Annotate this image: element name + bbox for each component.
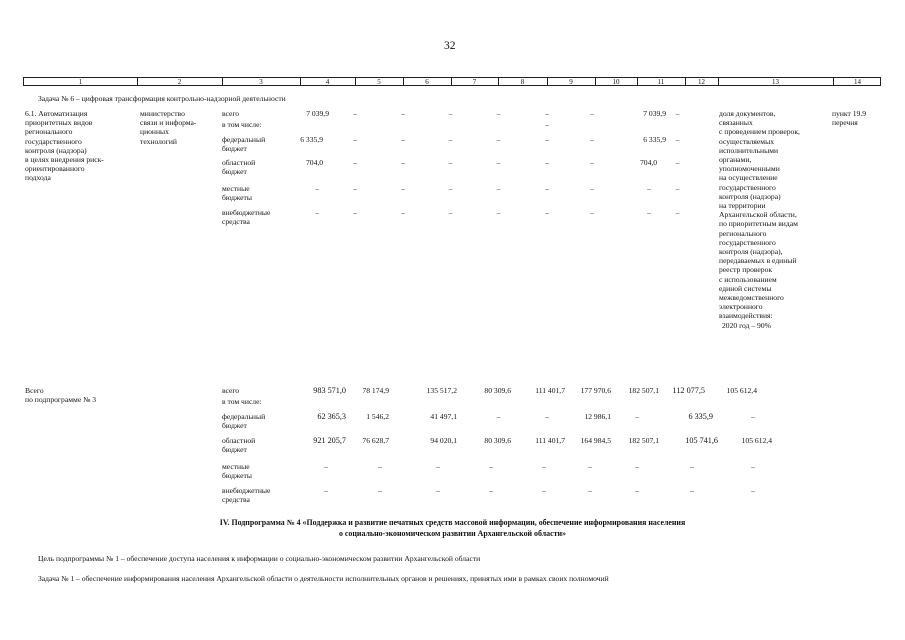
source-label-line: средства [222,217,250,227]
value-cell: – [588,486,592,495]
value-cell: – [353,158,357,167]
item-6-1-name-line: подхода [25,173,51,183]
value-cell: – [353,184,357,193]
indicator-line: контроля (надзора) [719,191,781,201]
source-label [222,436,255,454]
item-6-1-name-line: приоритетных видов [25,118,93,128]
indicator-line: связанных [719,118,753,128]
column-number: 5 [377,77,381,86]
source-label-line: местные [222,462,250,471]
indicator-line: электронного [719,302,763,312]
indicator-line: государственного [719,182,776,192]
value-cell: – [378,462,382,471]
source-label-line: бюджеты [222,193,252,203]
value-cell: – [496,412,501,421]
indicator-line: осуществляемых [719,136,774,146]
source-label [222,208,270,226]
value-cell: 62 365,3 [317,412,346,421]
value-cell: 704,0 [306,158,324,167]
value-cell: – [675,184,680,193]
column-number: 8 [520,77,525,86]
indicator-line: с проведением проверок, [719,127,800,137]
value-cell: – [401,109,405,118]
value-cell: – [590,109,594,118]
value-cell: 111 401,7 [535,436,565,445]
source-label-line: областной [222,436,256,445]
indicator-line: государственного [719,237,776,247]
source-label-line: федеральный [222,412,266,421]
column-number: 9 [569,77,573,86]
value-cell: – [401,184,405,193]
source-label [222,135,265,153]
value-cell: – [436,486,440,495]
value-cell: – [448,109,453,118]
source-label-line: областной [222,158,256,167]
indicator-line: уполномоченными [719,164,780,174]
value-cell: – [545,158,549,167]
source-label [222,486,270,504]
value-cell: – [751,486,755,495]
value-cell: 94 020,1 [430,436,457,445]
value-cell: 6 335,9 [643,135,666,144]
item-6-1-name-line: 6.1. Автоматизация [25,109,88,118]
indicator-line: реестр проверок [719,265,773,275]
indicator-line: единой системы [719,283,772,293]
indicator-line: 2020 год – 90% [722,320,771,330]
source-label-line: бюджет [222,445,247,455]
value-cell: – [324,486,328,495]
value-cell: – [448,135,453,144]
value-cell: – [545,135,549,144]
value-cell: – [401,158,405,167]
value-cell: – [647,208,651,217]
value-cell: – [353,135,357,144]
item-6-1-name [25,109,104,183]
value-cell: – [675,208,680,217]
column-number: 4 [325,77,330,86]
value-cell: – [496,158,501,167]
subprogram-goal: Цель подпрограммы № 1 – обеспечение доступа населения к информации о социально-экономическом развитии Архангельской области [38,554,481,563]
task-1-text: Задача № 1 – обеспечение информирования населения Архангельской области о деятельности исполнительных органов и решениях, принятых ими в рамках своих полномочий [38,574,609,583]
reference-line: пункт 19.9 [832,109,867,118]
column-number: 11 [657,77,665,86]
value-cell: 111 401,7 [535,386,565,395]
source-label-line: средства [222,495,250,505]
value-cell: 135 517,2 [426,386,457,395]
column-number: 6 [425,77,429,86]
value-cell: – [448,158,453,167]
subprogram-4-heading [60,518,845,539]
value-cell: – [489,462,493,471]
value-cell: – [690,486,694,495]
source-label-line: внебюджетные [222,486,271,495]
value-cell: – [751,412,755,421]
value-cell: – [545,109,549,118]
column-number: 10 [612,77,620,86]
value-cell: – [378,486,382,495]
value-cell: 182 507,1 [628,386,659,395]
source-label [222,412,265,430]
item-6-1-executor [140,109,196,146]
source-label-line: местные [222,184,250,193]
value-cell: – [496,208,501,217]
value-cell: – [751,462,755,471]
value-cell: – [635,412,639,421]
value-cell: – [545,208,549,217]
source-label-line: бюджет [222,167,247,177]
indicator-line: Архангельской области, [719,210,797,220]
value-cell: 177 970,6 [580,386,611,395]
heading-line: о социально-экономическом развитии Архангельской области» [339,528,566,538]
source-label-line: бюджеты [222,471,252,481]
value-cell: 80 309,6 [484,436,511,445]
value-cell: 1 546,2 [366,412,389,421]
value-cell: 7 039,9 [643,109,666,118]
task-6-title: Задача № 6 – цифровая трансформация контрольно-надзорной деятельности [38,94,286,103]
column-number: 2 [177,77,182,86]
value-cell: 704,0 [640,158,658,167]
value-cell: 105 612,4 [741,436,772,445]
value-cell: – [590,135,594,144]
value-cell: – [675,135,680,144]
indicator-line: на осуществление [719,173,778,183]
source-label: в том числе: [222,120,262,129]
source-label-line: внебюджетные [222,208,271,217]
source-label-line: бюджет [222,421,247,431]
heading-line: IV. Подпрограмма № 4 «Поддержка и развитие печатных средств массовой информации, обеспечение информирования населения [219,518,686,527]
reference-line: перечня [832,118,858,128]
indicator-line: регионального [719,228,767,238]
value-cell: – [675,109,680,118]
source-label: всего [222,386,240,395]
value-cell: – [545,184,549,193]
value-cell: – [545,412,549,421]
source-label [222,462,252,480]
value-cell: 12 986,1 [584,412,611,421]
executor-line: связи и информа- [140,118,197,128]
value-cell: 983 571,0 [313,386,346,395]
item-6-1-name-line: государственного [25,136,82,146]
indicator-line: контроля (надзора), [719,247,783,257]
value-cell: 6 335,9 [300,135,323,144]
indicator-line: межведомственного [719,293,784,303]
value-cell: – [496,109,501,118]
value-cell: – [590,184,594,193]
value-cell: – [635,462,639,471]
indicator-line: органами, [719,155,752,165]
source-label [222,158,255,176]
value-cell: – [545,120,549,129]
item-6-1-name-line: ориентированного [25,164,85,174]
column-number-row [23,77,881,86]
item-6-1-name-line: в целях внедрения риск- [25,155,104,165]
value-cell: – [675,158,680,167]
value-cell: 6 335,9 [688,412,713,421]
value-cell: 105 741,6 [685,436,718,445]
source-label: в том числе: [222,397,262,406]
source-label [222,184,252,202]
value-cell: – [590,208,594,217]
column-number: 14 [854,77,861,86]
value-cell: – [353,208,357,217]
value-cell: – [635,486,639,495]
value-cell: 41 497,1 [430,412,457,421]
value-cell: – [315,208,319,217]
value-cell: – [401,208,405,217]
value-cell: 921 205,7 [313,436,346,445]
source-label-line: бюджет [222,144,247,154]
value-cell: – [496,135,501,144]
executor-line: технологий [140,136,177,146]
indicator-line: взаимодействия: [719,311,773,321]
value-cell: 78 174,9 [362,386,389,395]
value-cell: – [542,486,546,495]
value-cell: 164 984,5 [580,436,611,445]
value-cell: 112 077,5 [672,386,705,395]
value-cell: – [496,184,501,193]
indicator-line: доля документов, [719,109,776,118]
value-cell: – [315,184,319,193]
column-number: 12 [698,77,705,86]
value-cell: – [324,462,328,471]
value-cell: – [401,135,405,144]
executor-line: ционных [140,127,169,137]
source-label-line: федеральный [222,135,266,144]
item-6-1-name-line: контроля (надзора) [25,145,87,155]
total-3-label [25,386,96,404]
value-cell: – [590,158,594,167]
column-number: 13 [772,77,779,86]
column-number: 1 [78,77,83,86]
value-cell: 76 628,7 [362,436,389,445]
item-6-1-reference [832,109,866,127]
value-cell: – [690,462,694,471]
column-number: 7 [472,77,477,86]
value-cell: 182 507,1 [628,436,659,445]
value-cell: – [448,208,453,217]
value-cell: 105 612,4 [726,386,757,395]
value-cell: 80 309,6 [484,386,511,395]
item-6-1-indicator [719,109,800,330]
value-cell: – [353,109,357,118]
indicator-line: исполнительными [719,145,779,155]
item-6-1-name-line: регионального [25,127,73,137]
page-number: 32 [444,40,456,52]
value-cell: – [448,184,453,193]
value-cell: – [542,462,546,471]
value-cell: – [489,486,493,495]
column-number: 3 [259,77,263,86]
value-cell: – [436,462,440,471]
total-3-label-line: по подпрограмме № 3 [25,395,97,405]
source-label: всего [222,109,240,118]
value-cell: 7 039,9 [306,109,329,118]
indicator-line: по приоритетным видам [719,219,798,229]
indicator-line: на территории [719,201,766,211]
executor-line: министерство [140,109,185,118]
total-3-label-line: Всего [25,386,44,395]
value-cell: – [588,462,592,471]
indicator-line: с использованием [719,274,777,284]
value-cell: – [647,184,651,193]
indicator-line: передаваемых в единый [719,256,797,266]
